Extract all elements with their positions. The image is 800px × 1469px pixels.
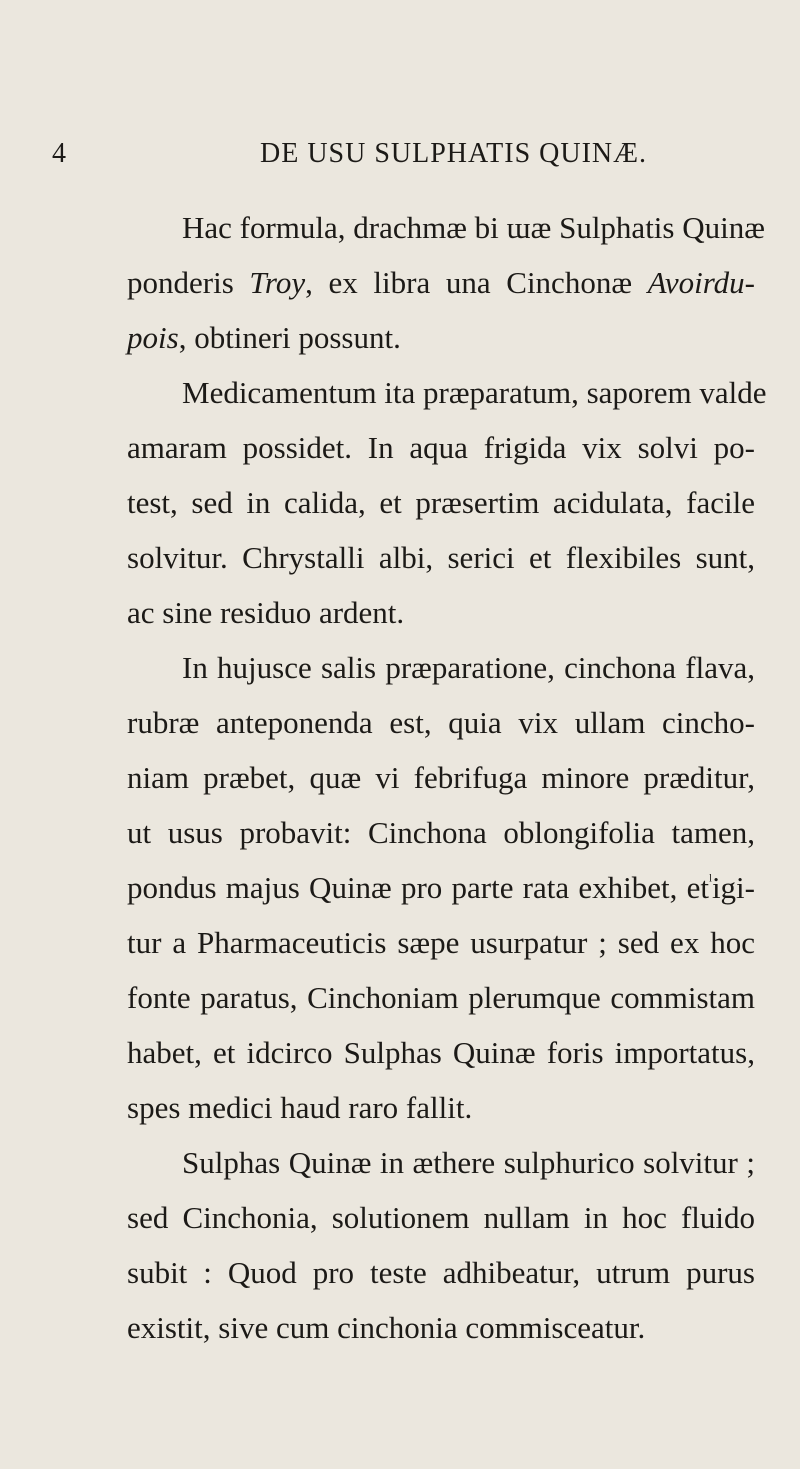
page-number: 4	[52, 138, 67, 169]
text-span: sed Cinchonia, solutionem nullam in hoc fluido	[127, 1200, 755, 1235]
text-span: rubræ anteponenda est, quia vix ullam cincho-	[127, 705, 755, 740]
text-span: ac sine residuo ardent.	[127, 595, 405, 630]
text-span: Sulphatis Quinæ	[551, 210, 765, 245]
text-line	[127, 310, 755, 365]
text-line	[127, 1245, 755, 1300]
text-line	[127, 860, 755, 915]
text-span: ɯæ	[506, 210, 552, 245]
text-line	[127, 1025, 755, 1080]
text-line	[127, 1135, 755, 1190]
text-line	[127, 475, 755, 530]
text-span: fonte paratus, Cinchoniam plerumque commistam	[127, 980, 755, 1015]
text-span: pondus majus Quinæ pro parte rata exhibet, et	[127, 870, 709, 905]
text-span: ut usus probavit: Cinchona oblongifolia tamen,	[127, 815, 755, 850]
text-span: niam præbet, quæ vi febrifuga minore præditur,	[127, 760, 755, 795]
text-span: habet, et idcirco Sulphas Quinæ foris importatus,	[127, 1035, 755, 1070]
text-line	[127, 915, 755, 970]
text-span: test, sed in calida, et præsertim acidulata, facile	[127, 485, 755, 520]
text-line	[127, 585, 755, 640]
text-span: igi-	[711, 870, 755, 905]
text-span: spes medici haud raro fallit.	[127, 1090, 473, 1125]
italic-text: pois	[127, 320, 179, 355]
page-header	[52, 138, 752, 178]
text-line	[127, 255, 755, 310]
text-line	[127, 750, 755, 805]
text-span: Sulphas Quinæ in æthere sulphurico solvitur ;	[182, 1145, 755, 1180]
running-head: DE USU SULPHATIS QUINÆ.	[260, 138, 648, 169]
body-text	[127, 200, 767, 1355]
text-line	[127, 200, 765, 255]
text-line	[127, 365, 767, 420]
text-line	[127, 805, 755, 860]
text-line	[127, 1190, 755, 1245]
text-line	[127, 695, 755, 750]
text-span: In hujusce salis præparatione, cinchona flava,	[182, 650, 755, 685]
text-span: Hac formula, drachmæ bi	[182, 210, 507, 245]
text-span: amaram possidet. In aqua frigida vix solvi po-	[127, 430, 755, 465]
text-span: ˡ	[708, 870, 712, 891]
text-line	[127, 420, 755, 475]
text-span: tur a Pharmaceuticis sæpe usurpatur ; sed ex hoc	[127, 925, 755, 960]
text-span: existit, sive cum cinchonia commisceatur.	[127, 1310, 646, 1345]
text-span: Medicamentum ita præparatum, saporem valde	[182, 375, 767, 410]
text-span: solvitur. Chrystalli albi, serici et flexibiles sunt,	[127, 540, 755, 575]
text-line	[127, 1080, 755, 1135]
text-line	[127, 640, 755, 695]
text-span: subit : Quod pro teste adhibeatur, utrum purus	[127, 1255, 755, 1290]
text-line	[127, 1300, 755, 1355]
italic-text: Troy	[249, 265, 306, 300]
italic-text: Avoirdu-	[647, 265, 755, 300]
text-span: ponderis	[127, 265, 250, 300]
text-span: , ex libra una Cinchonæ	[305, 265, 648, 300]
text-line	[127, 530, 755, 585]
text-span: , obtineri possunt.	[178, 320, 401, 355]
text-line	[127, 970, 755, 1025]
